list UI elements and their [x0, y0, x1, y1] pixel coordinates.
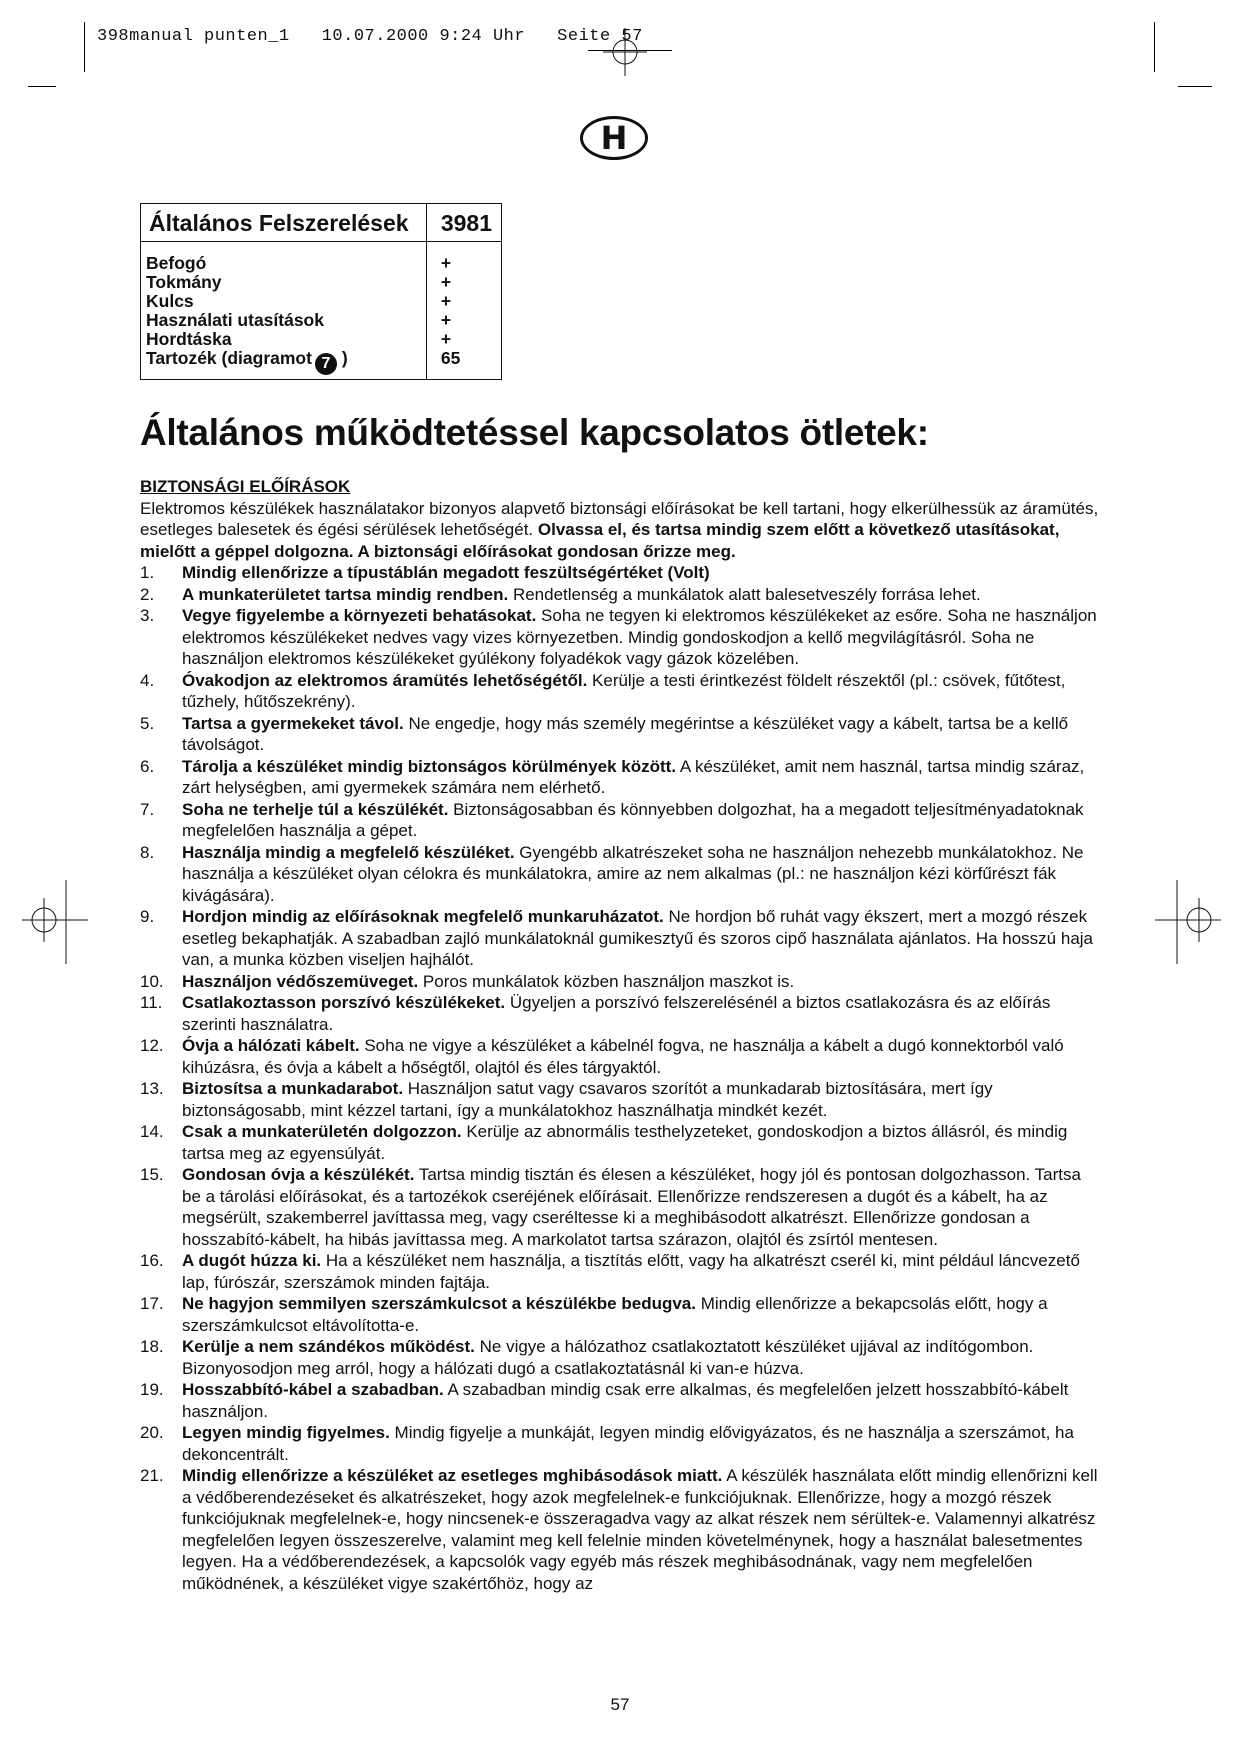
- rule-number: 4.: [140, 670, 155, 690]
- rule-number: 9.: [140, 907, 155, 926]
- list-item: [140, 562, 1100, 584]
- rule-number: 1.: [140, 563, 155, 582]
- rule-title: Tartsa a gyermekeket távol.: [182, 713, 404, 733]
- table-row: [141, 311, 502, 330]
- crop-mark-right-vertical: [1154, 22, 1155, 72]
- rule-body: [182, 605, 1100, 670]
- rule-title: Ne hagyjon semmilyen szerszámkulcsot a készülékbe bedugva.: [182, 1294, 696, 1313]
- rule-text: A szabadban mindig csak erre alkalmas, és megfelelően jelzett hosszabbító-kábelt használjon.: [182, 1380, 1069, 1421]
- list-item: [140, 1164, 1100, 1250]
- print-header: 398manual punten_1 10.07.2000 9:24 Uhr Seite 57: [97, 27, 643, 46]
- list-item: [140, 1250, 1100, 1293]
- rule-text: Ügyeljen a porszívó felszerelésénél a biztos csatlakozásra és az előírás szerinti használatra.: [182, 993, 1051, 1034]
- rule-body: [182, 1293, 1100, 1336]
- rule-number: 21.: [140, 1466, 164, 1485]
- rule-body: [182, 756, 1100, 799]
- rule-title: Mindig ellenőrizze a típustáblán megadott feszültségértéket (Volt): [182, 563, 710, 582]
- rule-body: [182, 1379, 1100, 1422]
- list-item: [140, 906, 1100, 971]
- rule-text: A készülék használata előtt mindig ellenőrizni kell a védőberendezéseket és alkatrészeket, hogy azok megfelelnek-e funkciójuknak. Ellenőrizze, hogy a mozgó részek funkciójuknak megfelelnek-e, hogy nincsenek-e összeragadva vagy az alkat részek nem sérültek-e. Valamennyi alkatrész megfelelően legyen összeszerelve, valamint meg kell felelnie minden követelménynek, hogy a használat balesetmentes legyen. Ha a védőberendezések, a kapcsolók vagy egyéb más részek meghibásodnának, vagy nem megfelelően működnének, a készüléket vigye szakértőhöz, hogy az: [182, 1466, 1098, 1593]
- equipment-item: Befogó: [146, 253, 207, 274]
- list-item: [140, 1422, 1100, 1465]
- rule-text: Gyengébb alkatrészeket soha ne használjon nehezebb munkálatokhoz. Ne használja a készüléket olyan célokra és munkálatokra, amire az nem alkalmas (pl.: ne használjon kézi körfűrészt fák kivágására).: [182, 842, 1084, 905]
- crop-mark-right-horizontal: [1178, 86, 1212, 87]
- rule-text: Mindig figyelje a munkáját, legyen mindig elővigyázatos, és ne használja a szerszámot, ha dekoncentrált.: [182, 1423, 1074, 1464]
- rule-title: Óvja a hálózati kábelt.: [182, 1036, 360, 1055]
- rule-title: Tárolja a készüléket mindig biztonságos körülmények között.: [182, 756, 677, 776]
- equipment-table-heading: Általános Felszerelések: [141, 204, 427, 242]
- rule-body: [182, 670, 1100, 713]
- diagram-number-badge: 7: [315, 353, 337, 375]
- rule-text: Soha ne tegyen ki elektromos készülékeket az esőre. Soha ne használjon elektromos készülékeket nedves vagy vizes környezetben. Mindig gondoskodjon a kellő megvilágításról. Soha ne használjon elektromos készülékeket gyúlékony folyadékok vagy gázok közelében.: [182, 606, 1097, 668]
- safety-heading: BIZTONSÁGI ELŐÍRÁSOK: [140, 477, 351, 496]
- rule-title: Gondosan óvja a készülékét.: [182, 1165, 415, 1184]
- rule-title: Óvakodjon az elektromos áramütés lehetőségétől.: [182, 670, 588, 690]
- list-item: [140, 842, 1100, 907]
- equipment-value: +: [426, 292, 501, 311]
- rule-text: Soha ne vigye a készüléket a kábelnél fogva, ne használja a kábelt a dugó konnektorból való kihúzásra, és óvja a kábelt a hőségtől, olajtól és éles tárgyaktól.: [182, 1036, 1064, 1077]
- rule-body: [182, 1336, 1100, 1379]
- list-item: [140, 1293, 1100, 1336]
- rule-number: 7.: [140, 799, 155, 819]
- rule-text: Ne hordjon bő ruhát vagy ékszert, mert a mozgó részek esetleg bekaphatják. A szabadban zajló munkálatoknál gumikesztyű és szoros cipő használata ajánlatos. Ha hosszú haja van, a munka közben viseljen hajhálót.: [182, 907, 1094, 969]
- rule-number: 20.: [140, 1423, 164, 1442]
- rule-text: Ha a készüléket nem használja, a tisztítás előtt, vagy ha alkatrészt cserél ki, mint például láncvezető lap, fúrószár, szerszámok minden fajtája.: [182, 1251, 1080, 1292]
- rule-number: 12.: [140, 1036, 164, 1055]
- table-row: [141, 349, 502, 380]
- rule-text: Kerülje a testi érintkezést földelt részektől (pl.: csövek, fűtőtest, tűzhely, hűtőszekrény).: [182, 670, 1066, 711]
- equipment-item: Kulcs: [146, 291, 194, 312]
- rule-title: Csatlakoztasson porszívó készülékeket.: [182, 993, 506, 1012]
- rule-title: Vegye figyelembe a környezeti behatásokat.: [182, 606, 537, 625]
- rule-number: 8.: [140, 842, 155, 862]
- rule-title: A dugót húzza ki.: [182, 1251, 322, 1270]
- equipment-item: Hordtáska: [146, 329, 232, 350]
- rule-text: A készüléket, amit nem használ, tartsa mindig száraz, zárt helységben, ami gyermekek számára nem elérhető.: [182, 756, 1085, 797]
- equipment-value: 65: [426, 349, 501, 380]
- rule-number: 3.: [140, 606, 155, 625]
- rule-title: A munkaterületet tartsa mindig rendben.: [182, 584, 509, 604]
- list-item: [140, 1121, 1100, 1164]
- equipment-item: Tartozék (diagramot: [146, 348, 312, 369]
- crop-mark-left-vertical: [84, 22, 85, 72]
- language-badge: H: [580, 116, 648, 160]
- rule-title: Használjon védőszemüveget.: [182, 971, 419, 991]
- rule-title: Használja mindig a megfelelő készüléket.: [182, 842, 515, 862]
- rule-title: Kerülje a nem szándékos működést.: [182, 1337, 475, 1356]
- rule-title: Csak a munkaterületén dolgozzon.: [182, 1122, 462, 1141]
- equipment-item-suffix: ): [341, 348, 348, 369]
- rule-title: Legyen mindig figyelmes.: [182, 1423, 390, 1442]
- equipment-value: +: [426, 311, 501, 330]
- rule-body: [182, 1465, 1100, 1594]
- list-item: [140, 756, 1100, 799]
- list-item: [140, 1035, 1100, 1078]
- rule-number: 14.: [140, 1122, 164, 1141]
- rule-title: Biztosítsa a munkadarabot.: [182, 1079, 404, 1098]
- rule-body: [182, 1422, 1100, 1465]
- list-item: [140, 584, 1100, 606]
- intro-bold-text: Olvassa el, és tartsa mindig szem előtt a következő utasításokat, mielőtt a géppel dolgozna. A biztonsági előírásokat gondosan őrizze meg.: [140, 520, 1060, 561]
- rule-text: Használjon satut vagy csavaros szorítót a munkadarab biztosítására, mert így biztonságosabb, mint kézzel tartani, így a munkálatokhoz használhatja mindkét kezét.: [182, 1079, 993, 1120]
- rule-body: [182, 584, 1100, 606]
- rule-body: [182, 906, 1100, 971]
- rule-title: Hordjon mindig az előírásoknak megfelelő munkaruházatot.: [182, 907, 664, 926]
- rule-number: 18.: [140, 1337, 164, 1356]
- rule-number: 15.: [140, 1165, 164, 1184]
- rule-text: Rendetlenség a munkálatok alatt balesetveszély forrása lehet.: [508, 584, 981, 604]
- list-item: [140, 605, 1100, 670]
- rule-number: 13.: [140, 1079, 164, 1098]
- rule-body: [182, 1078, 1100, 1121]
- rule-text: Biztonságosabban és könnyebben dolgozhat, ha a megadott teljesítményadatoknak megfelelően használja a gépet.: [182, 799, 1084, 840]
- rule-text: Ne engedje, hogy más személy megérintse a készüléket vagy a kábelt, tartsa be a kellő távolságot.: [182, 713, 1069, 754]
- table-row: [141, 330, 502, 349]
- safety-rules-list: [140, 562, 1100, 1594]
- table-row: [141, 242, 502, 274]
- crop-mark-left-horizontal: [28, 86, 56, 87]
- registration-mark-top: [603, 28, 647, 76]
- list-item: [140, 1379, 1100, 1422]
- rule-number: 10.: [140, 971, 164, 991]
- rule-body: [182, 1250, 1100, 1293]
- rule-text: Tartsa mindig tisztán és élesen a készüléket, hogy jól és pontosan dolgozhasson. Tartsa be a tárolási előírásokat, és a tartozékok cseréjének előírásait. Ellenőrizze rendszeresen a dugót és a kábelt, ha az megsérült, szakemberrel javíttassa meg, vagy cseréltesse ki a meghibásodott alkatrészt. Ellenőrizze gondosan a hosszabító-kábelt, ha hibás javíttassa meg. A markolatot tartsa szárazon, olajtól és zsírtól mentesen.: [182, 1165, 1081, 1249]
- table-row: [141, 273, 502, 292]
- rule-body: [182, 799, 1100, 842]
- rule-number: 5.: [140, 713, 155, 733]
- rule-body: [182, 1121, 1100, 1164]
- main-title: Általános működtetéssel kapcsolatos ötletek:: [140, 412, 929, 453]
- rule-number: 2.: [140, 584, 155, 604]
- rule-title: Mindig ellenőrizze a készüléket az esetleges mghibásodások miatt.: [182, 1466, 723, 1485]
- rule-body: [182, 971, 1100, 993]
- list-item: [140, 1465, 1100, 1594]
- rule-number: 17.: [140, 1294, 164, 1313]
- rule-body: [182, 1035, 1100, 1078]
- rule-number: 6.: [140, 756, 155, 776]
- equipment-table: [140, 203, 502, 380]
- equipment-item: Tokmány: [146, 272, 222, 293]
- equipment-item: Használati utasítások: [146, 310, 324, 331]
- equipment-value: +: [426, 330, 501, 349]
- list-item: [140, 992, 1100, 1035]
- registration-mark-right: [1155, 880, 1221, 964]
- rule-text: Kerülje az abnormális testhelyzeteket, gondoskodjon a biztos állásról, és mindig tartsa meg az egyensúlyát.: [182, 1122, 1068, 1163]
- rule-body: [182, 1164, 1100, 1250]
- rule-body: [182, 713, 1100, 756]
- equipment-value: +: [426, 273, 501, 292]
- equipment-value: +: [426, 242, 501, 274]
- rule-text: Poros munkálatok közben használjon maszkot is.: [418, 971, 795, 991]
- rule-number: 11.: [140, 993, 163, 1012]
- registration-mark-left: [22, 880, 88, 964]
- rule-title: Hosszabbító-kábel a szabadban.: [182, 1380, 444, 1399]
- list-item: [140, 713, 1100, 756]
- rule-number: 16.: [140, 1251, 164, 1270]
- equipment-table-model: 3981: [426, 204, 501, 242]
- intro-text: Elektromos készülékek használatakor bizonyos alapvető biztonsági előírásokat be kell tartani, hogy elkerülhessük az áramütés, esetleges balesetek és égési sérülések lehetőségét.: [140, 498, 1099, 539]
- rule-body: [182, 562, 1100, 584]
- list-item: [140, 1336, 1100, 1379]
- rule-body: [182, 992, 1100, 1035]
- rule-text: Mindig ellenőrizze a bekapcsolás előtt, hogy a szerszámkulcsot eltávolította-e.: [182, 1294, 1048, 1335]
- page-number: 57: [610, 1695, 630, 1714]
- rule-number: 19.: [140, 1380, 164, 1399]
- rule-text: Ne vigye a hálózathoz csatlakoztatott készüléket ujjával az indítógombon. Bizonyosodjon meg arról, hogy a hálózati dugó a csatlakoztatásnál ki van-e húzva.: [182, 1337, 1034, 1378]
- list-item: [140, 971, 1100, 993]
- rule-title: Soha ne terhelje túl a készülékét.: [182, 799, 449, 819]
- safety-intro: [140, 498, 1100, 563]
- list-item: [140, 670, 1100, 713]
- rule-body: [182, 842, 1100, 907]
- list-item: [140, 799, 1100, 842]
- safety-section: [140, 476, 1100, 1594]
- equipment-item-accessory: [141, 349, 427, 380]
- table-row: [141, 292, 502, 311]
- list-item: [140, 1078, 1100, 1121]
